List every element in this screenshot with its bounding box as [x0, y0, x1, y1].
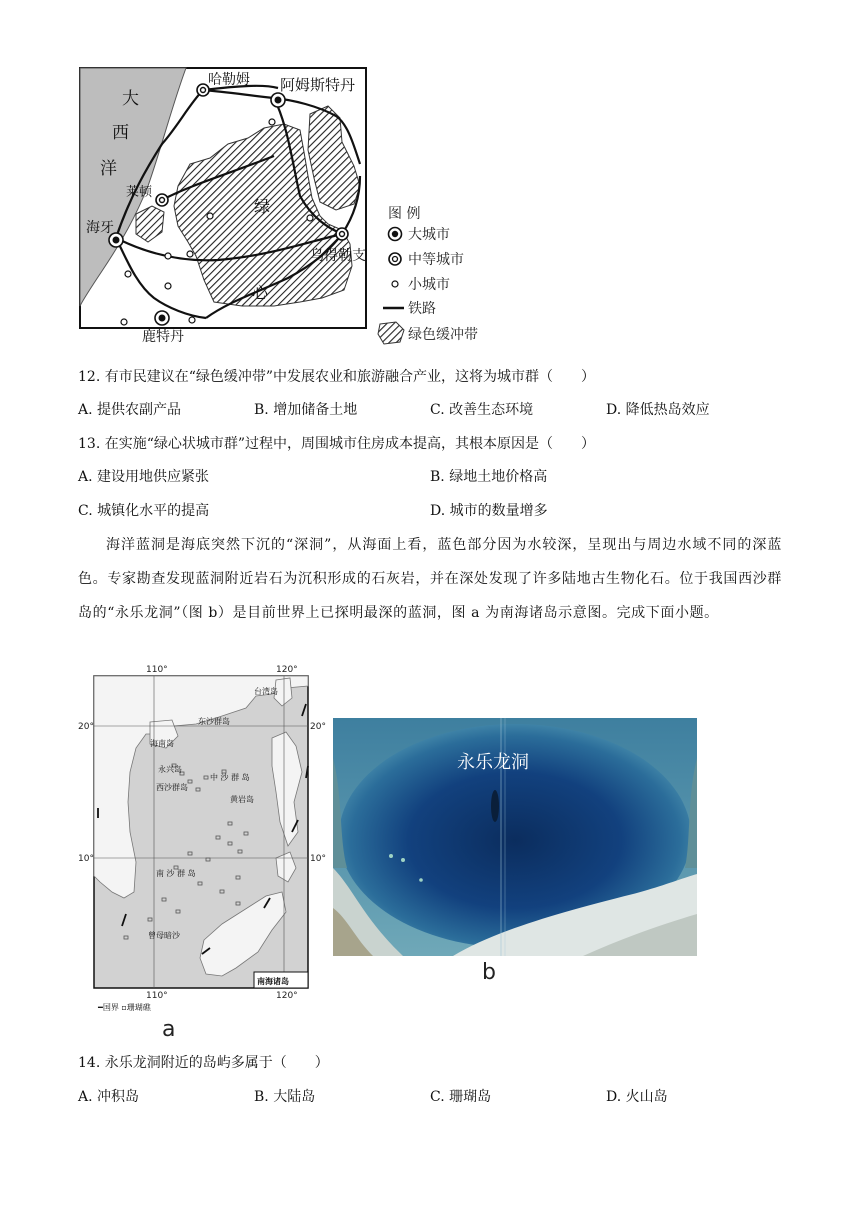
map-legend: [378, 206, 478, 344]
photo-title: 永乐龙洞: [457, 752, 529, 773]
q12-option-b[interactable]: B. 增加储备土地: [254, 402, 358, 418]
lon-120-top: 120°: [276, 665, 298, 675]
q14-option-d[interactable]: D. 火山岛: [606, 1089, 668, 1105]
q14-option-a[interactable]: A. 冲积岛: [78, 1089, 140, 1105]
q12-option-a[interactable]: A. 提供农副产品: [78, 402, 182, 418]
label-huangyan: 黄岩岛: [230, 795, 254, 804]
passage-blue-hole: 海洋蓝洞是海底突然下沉的“深洞”，从海面上看，蓝色部分因为水较深，呈现出与周边水域不同的深蓝色。专家勘查发现蓝洞附近岩石为沉积形成的石灰岩，并在深处发现了许多陆地古生物化石。位于我国西沙群岛的“永乐龙洞”（图 b）是目前世界上已探明最深的蓝洞，图 a 为南海诸岛示意图。完成下面小题。: [78, 537, 782, 621]
q12-option-d[interactable]: D. 降低热岛效应: [606, 402, 710, 418]
legend-big-city: 大城市: [408, 227, 450, 243]
lon-110-bottom: 110°: [146, 991, 168, 1001]
green-heart-label-1: 绿: [254, 197, 271, 216]
figure-a-label: a: [162, 1017, 176, 1042]
ocean-label-1: 大: [122, 89, 139, 109]
label-zhongsha: 中 沙 群 岛: [210, 773, 250, 782]
lat-20-right: 20°: [310, 722, 326, 732]
legend-title: 图 例: [388, 206, 421, 222]
label-taiwan: 台湾岛: [254, 687, 278, 696]
ocean-label-3: 洋: [100, 159, 117, 179]
lon-120-bottom: 120°: [276, 991, 298, 1001]
q14-option-b[interactable]: B. 大陆岛: [254, 1089, 316, 1105]
q13-option-d[interactable]: D. 城市的数量增多: [430, 503, 548, 519]
label-yongxing: 永兴岛: [158, 765, 182, 774]
q13-option-a[interactable]: A. 建设用地供应紧张: [78, 469, 210, 485]
q13-option-c[interactable]: C. 城镇化水平的提高: [78, 503, 210, 519]
question-12: 12. 有市民建议在“绿色缓冲带”中发展农业和旅游融合产业，这将为城市群（ ）: [78, 369, 596, 385]
legend-green-buffer: 绿色缓冲带: [408, 327, 478, 343]
q12-option-c[interactable]: C. 改善生态环境: [430, 402, 534, 418]
south-china-sea-map: [76, 662, 326, 1042]
green-heart-figure: [78, 66, 498, 356]
lat-20-left: 20°: [78, 722, 94, 732]
label-hainan: 海南岛: [150, 739, 174, 748]
question-13: 13. 在实施“绿心状城市群”过程中，周围城市住房成本提高，其根本原因是（ ）: [78, 436, 596, 452]
svg-text:乌得勒支: 乌得勒支: [310, 248, 366, 264]
lat-10-left: 10°: [78, 854, 94, 864]
label-xisha: 西沙群岛: [156, 783, 188, 792]
map2-legend: ━国界 ▫珊瑚礁: [98, 1003, 151, 1012]
figure-b-label: b: [482, 960, 496, 985]
ocean-label-2: 西: [112, 123, 129, 143]
label-nanhai-islands: 南海诸岛: [257, 977, 289, 986]
svg-text:阿姆斯特丹: 阿姆斯特丹: [280, 76, 356, 94]
green-heart-label-2: 心: [252, 283, 269, 302]
legend-mid-city: 中等城市: [408, 252, 464, 268]
svg-text:鹿特丹: 鹿特丹: [142, 329, 184, 345]
svg-text:海牙: 海牙: [86, 220, 114, 236]
label-dongsha: 东沙群岛: [198, 717, 230, 726]
svg-text:哈勒姆: 哈勒姆: [208, 72, 250, 88]
lat-10-right: 10°: [310, 854, 326, 864]
lon-110-top: 110°: [146, 665, 168, 675]
label-nansha: 南 沙 群 岛: [156, 869, 196, 878]
question-14: 14. 永乐龙洞附近的岛屿多属于（ ）: [78, 1055, 329, 1071]
green-heart-map: [78, 66, 498, 356]
legend-railway: 铁路: [408, 301, 436, 317]
svg-text:莱顿: 莱顿: [126, 185, 153, 200]
q14-option-c[interactable]: C. 珊瑚岛: [430, 1089, 492, 1105]
label-zengmu: 曾母暗沙: [148, 931, 180, 940]
legend-small-city: 小城市: [408, 277, 450, 293]
south-china-sea-figure: [76, 662, 326, 1042]
blue-hole-photo: [333, 718, 697, 956]
q13-option-b[interactable]: B. 绿地土地价格高: [430, 469, 548, 485]
